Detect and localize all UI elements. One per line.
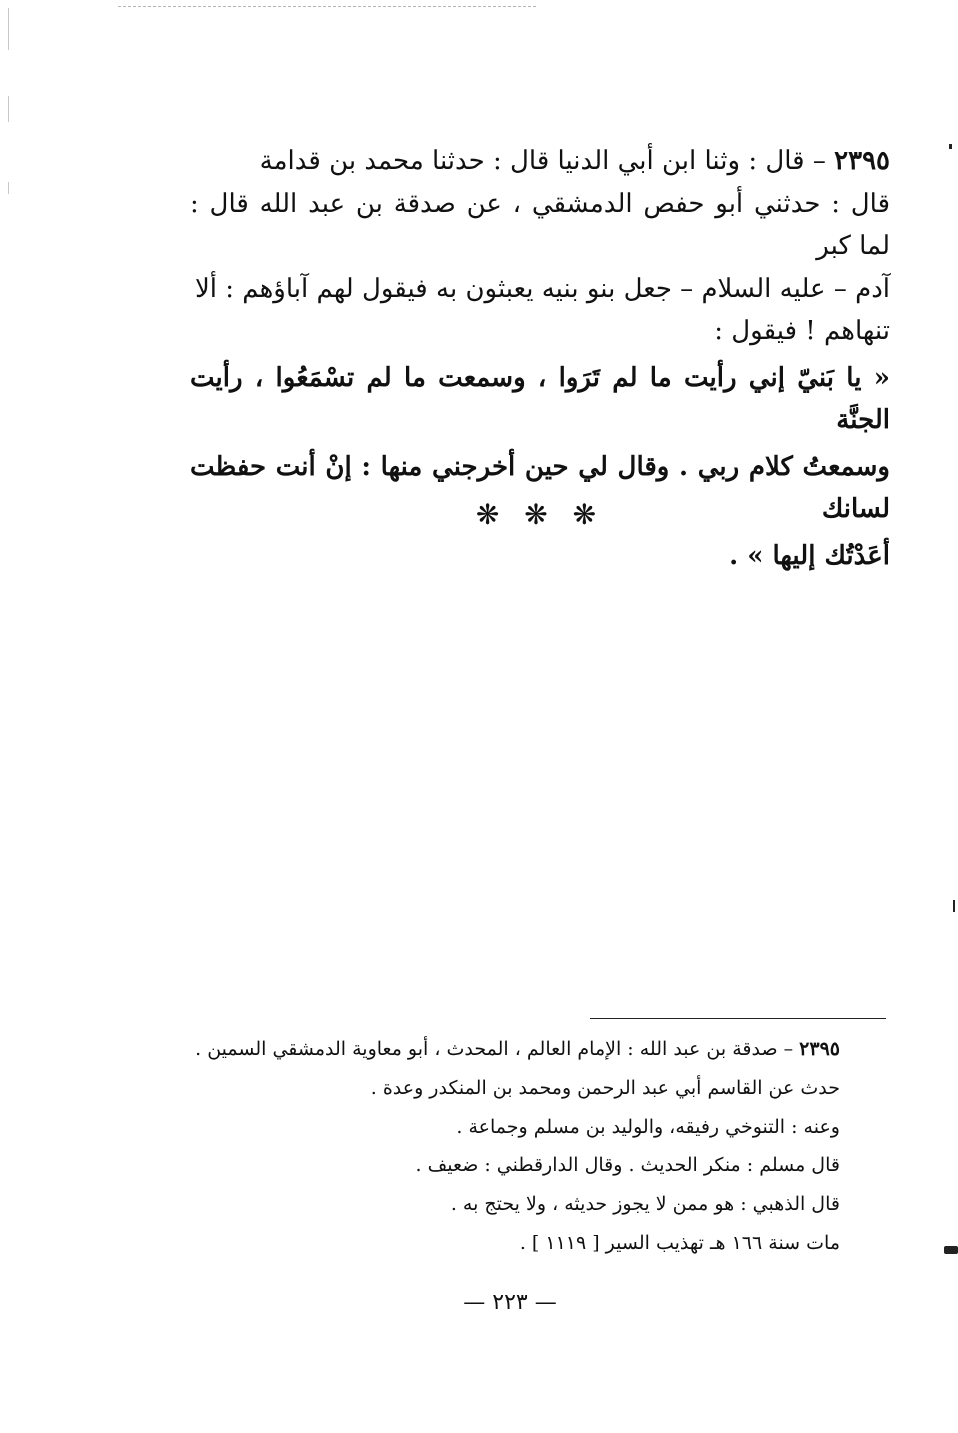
hadith-line: ٢٣٩٥ – قال : وثنا ابن أبي الدنيا قال : حدثنا محمد بن قدامة [259,146,890,176]
scan-right-speck [953,900,955,912]
page-number: — ٢٢٣ — [463,1290,557,1315]
footnote-number: ٢٣٩٥ [799,1038,840,1060]
footnote-line: قال مسلم : منكر الحديث . وقال الدارقطني : ضعيف . [415,1154,840,1177]
footnote-line: ٢٣٩٥ – صدقة بن عبد الله : الإمام العالم ، المحدث ، أبو معاوية الدمشقي السمين . [195,1038,840,1060]
footnote-line: مات سنة ١٦٦ هـ تهذيب السير [ ١١١٩ ] . [519,1231,840,1254]
scan-right-blot [944,1246,958,1254]
scan-right-speck [949,144,952,149]
hadith-line: قال : حدثني أبو حفص الدمشقي ، عن صدقة بن عبد الله قال : لما كبر [190,188,890,261]
scan-left-edge-mark [8,8,9,50]
scan-left-edge-mark [8,182,9,194]
hadith-quote-line: وسمعتُ كلام ربي . وقال لي حين أخرجني منها : إنْ أنت حفظت لسانك [190,451,890,524]
footnote-line: حدث عن القاسم أبي عبد الرحمن ومحمد بن المنكدر وعدة . [370,1076,840,1099]
scan-left-edge-mark [8,96,9,122]
footnote-line: وعنه : التنوخي رفيقه، والوليد بن مسلم وجماعة . [456,1115,840,1138]
section-separator-stars: ❋ ❋ ❋ [475,498,605,531]
footnotes [140,1030,840,1263]
footnote-rule [590,1018,886,1019]
hadith-number: ٢٣٩٥ [834,146,890,176]
hadith-quote-line: « يا بَنيّ إني رأيت ما لم تَرَوا ، وسمعت ما لم تسْمَعُوا ، رأيت الجنَّة [190,362,890,435]
hadith-line: آدم – عليه السلام – جعل بنو بنيه يعبثون به فيقول لهم آباؤهم : ألا [194,273,890,304]
scan-top-dashes [118,6,536,7]
hadith-line: تنهاهم ! فيقول : [714,316,890,346]
hadith-quote-line: أعَدْتُك إليها » . [729,540,890,571]
footnote-line: قال الذهبي : هو ممن لا يجوز حديثه ، ولا يحتج به . [450,1193,840,1216]
